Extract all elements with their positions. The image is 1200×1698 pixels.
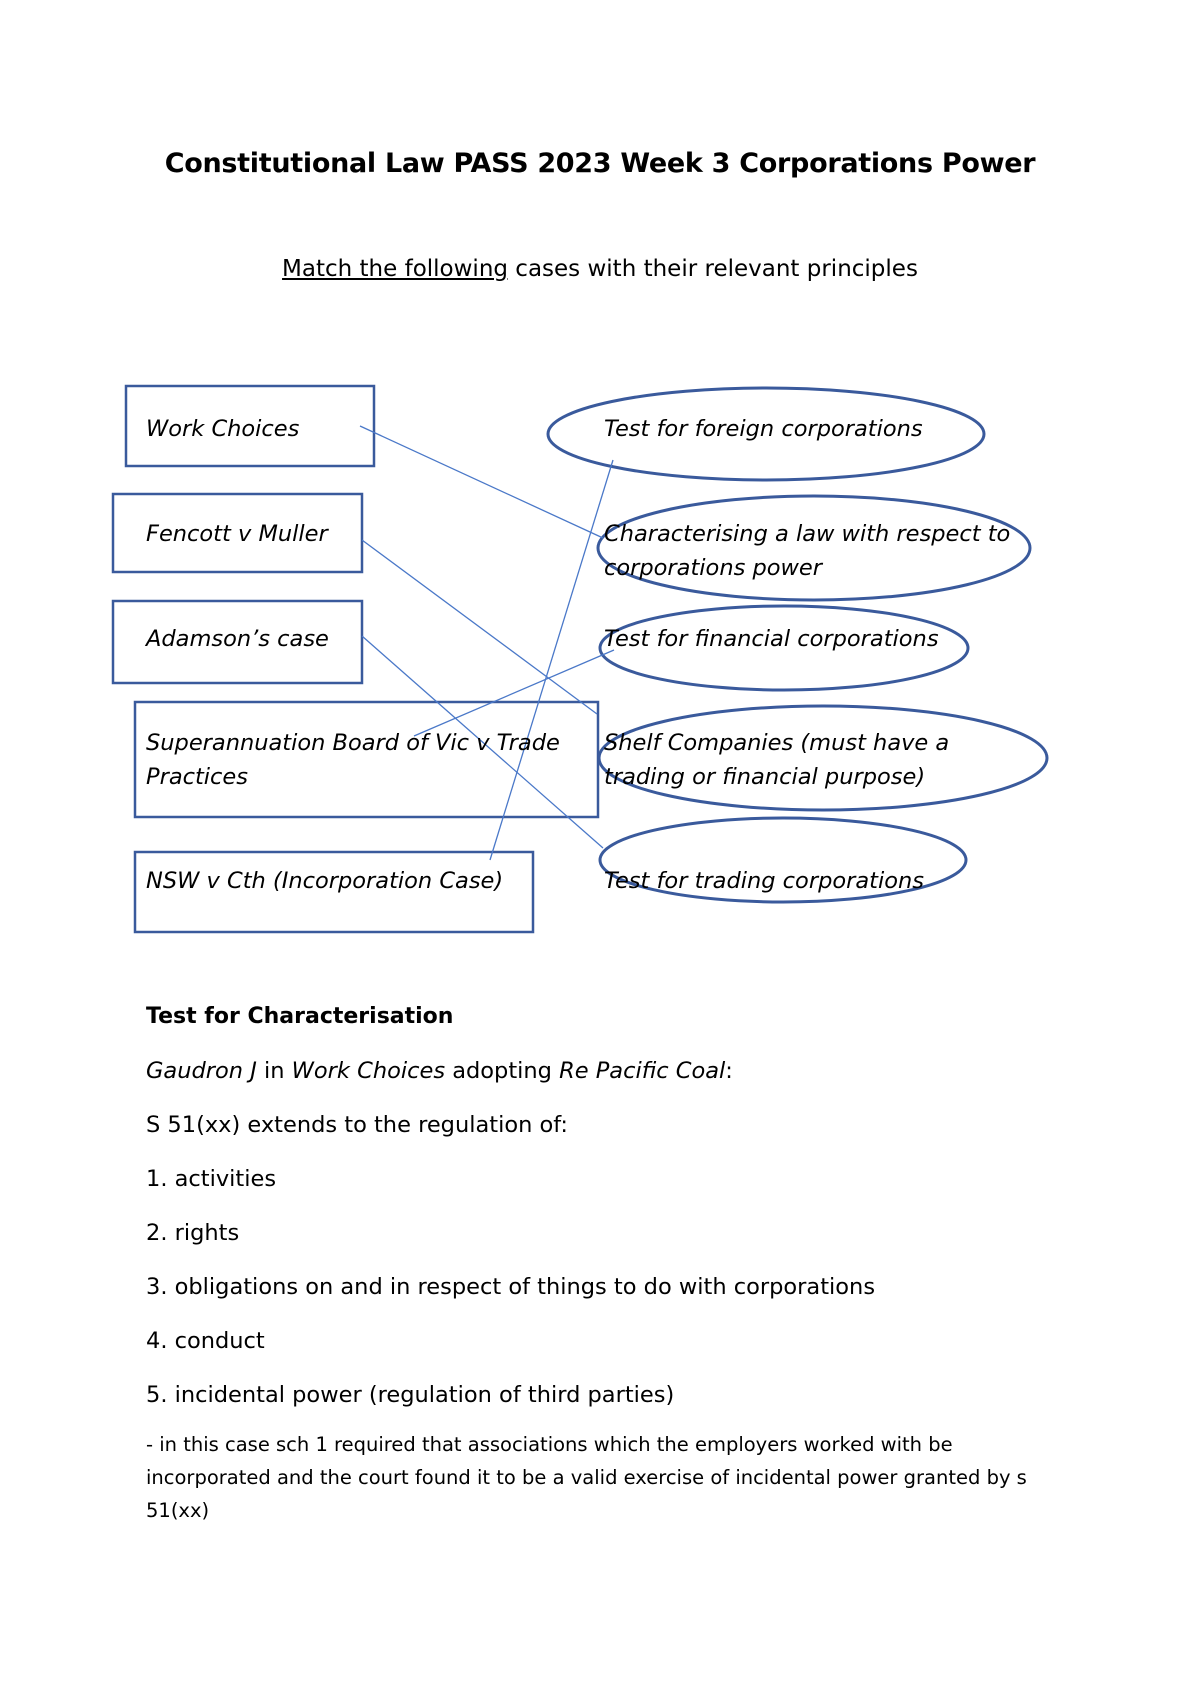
intro-in: in: [256, 1058, 292, 1084]
intro-colon: :: [725, 1058, 733, 1084]
section-heading: Test for Characterisation: [146, 1004, 454, 1029]
intro-case1: Work Choices: [291, 1058, 446, 1084]
case-label-fencott: Fencott v Muller: [146, 521, 328, 547]
match-line-work-choices: [360, 426, 603, 538]
section-lead: S 51(xx) extends to the regulation of:: [146, 1112, 568, 1138]
list-item: 3. obligations on and in respect of things to do with corporations: [146, 1274, 876, 1300]
list-item: 1. activities: [146, 1166, 277, 1192]
section-intro: [146, 1054, 1066, 1088]
characterisation-section: [146, 1000, 1066, 1547]
intro-adopting: adopting: [445, 1058, 560, 1084]
match-line-superannuation: [414, 650, 614, 736]
match-line-incorporation: [490, 460, 613, 860]
list-item: 4. conduct: [146, 1328, 265, 1354]
principle-label-financial: Test for financial corporations: [604, 626, 939, 652]
intro-case2: Re Pacific Coal: [559, 1058, 726, 1084]
case-label-adamson: Adamson’s case: [146, 626, 329, 652]
page-title: Constitutional Law PASS 2023 Week 3 Corporations Power: [164, 148, 1036, 179]
case-label-incorporation: NSW v Cth (Incorporation Case): [146, 868, 504, 894]
list-item: 2. rights: [146, 1220, 240, 1246]
principle-label-trading: Test for trading corporations: [604, 868, 924, 894]
instruction-rest: cases with their relevant principles: [508, 256, 918, 282]
case-label-work-choices: Work Choices: [146, 416, 300, 442]
principle-label-shelf: Shelf Companies (must have a trading or financial purpose): [604, 730, 950, 790]
case-label-superannuation: Superannuation Board of Vic v Trade Practices: [146, 730, 560, 790]
intro-judge: Gaudron J: [146, 1058, 257, 1084]
section-note: - in this case sch 1 required that associations which the employers worked with be incorporated and the court found it to be a valid exercise of incidental power granted by s 51(xx): [146, 1433, 1027, 1522]
principle-label-foreign: Test for foreign corporations: [604, 416, 923, 442]
instruction-underlined: Match the following: [282, 256, 508, 282]
principle-label-characterising: Characterising a law with respect to corporations power: [604, 521, 1011, 581]
list-item: 5. incidental power (regulation of third parties): [146, 1382, 675, 1408]
